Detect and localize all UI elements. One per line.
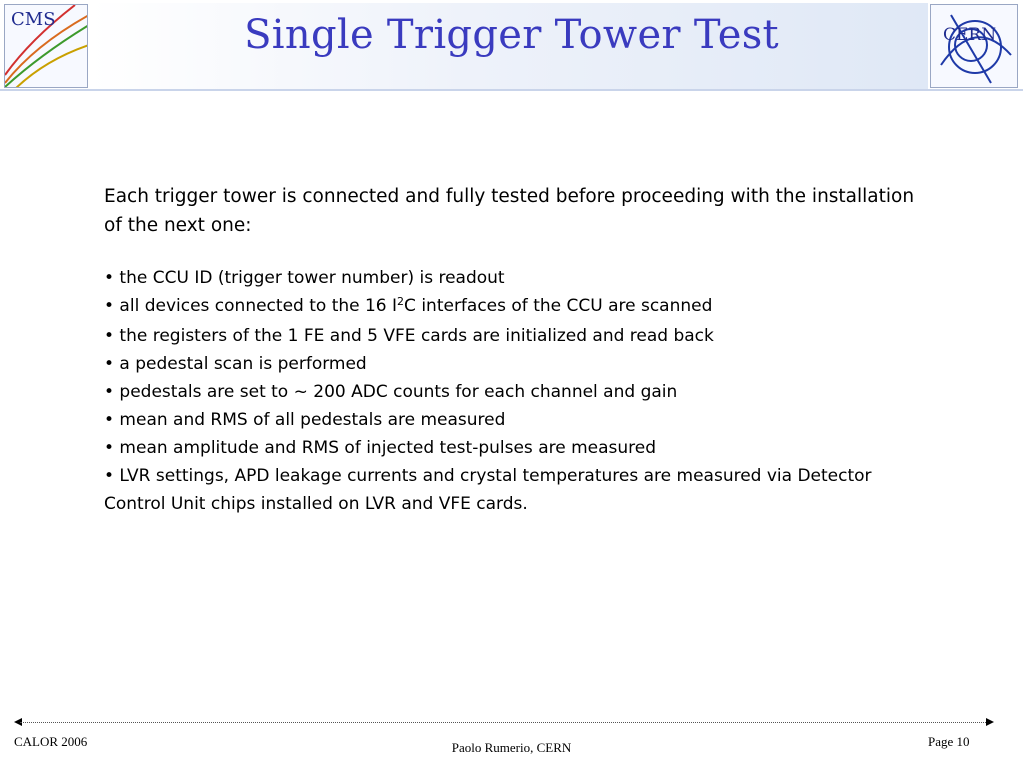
page-number: Page 10 [928, 734, 970, 749]
bullet-item: • mean amplitude and RMS of injected test-pulses are measured [104, 438, 657, 458]
bullet-item: • a pedestal scan is performed [104, 354, 367, 374]
bullet-item: • mean and RMS of all pedestals are measured [104, 410, 506, 430]
bullet-item: • the CCU ID (trigger tower number) is readout [104, 268, 505, 288]
footer-left: CALOR 2006 [14, 734, 88, 749]
footer-arrow-right-icon [986, 718, 994, 726]
intro-text: Each trigger tower is connected and fully tested before proceeding with the installation of the next one: [104, 186, 915, 236]
bullet-item-i2c [104, 292, 924, 322]
bullet-i2c-suffix: C interfaces of the CCU are scanned [404, 296, 713, 316]
footer-center: Paolo Rumerio, CERN [451, 740, 572, 755]
bullet-item: • LVR settings, APD leakage currents and crystal temperatures are measured via Detector Control Unit chips installed on LVR and VFE cards. [104, 466, 872, 514]
cern-logo [930, 4, 1018, 88]
bullet-i2c-prefix: • all devices connected to the 16 I [104, 296, 398, 316]
bullet-item: • the registers of the 1 FE and 5 VFE cards are initialized and read back [104, 326, 714, 346]
superscript-2: 2 [397, 295, 405, 308]
header-rule [0, 89, 1023, 91]
page-title: Single Trigger Tower Test [244, 12, 779, 58]
cern-logo-text: CERN [943, 25, 997, 45]
footer-divider [20, 722, 988, 723]
bullet-list [104, 264, 924, 518]
slide-body [104, 182, 924, 518]
bullet-item: • pedestals are set to ~ 200 ADC counts for each channel and gain [104, 382, 678, 402]
cern-logo-graphic [931, 5, 1018, 88]
cms-logo-text: CMS [11, 9, 56, 30]
